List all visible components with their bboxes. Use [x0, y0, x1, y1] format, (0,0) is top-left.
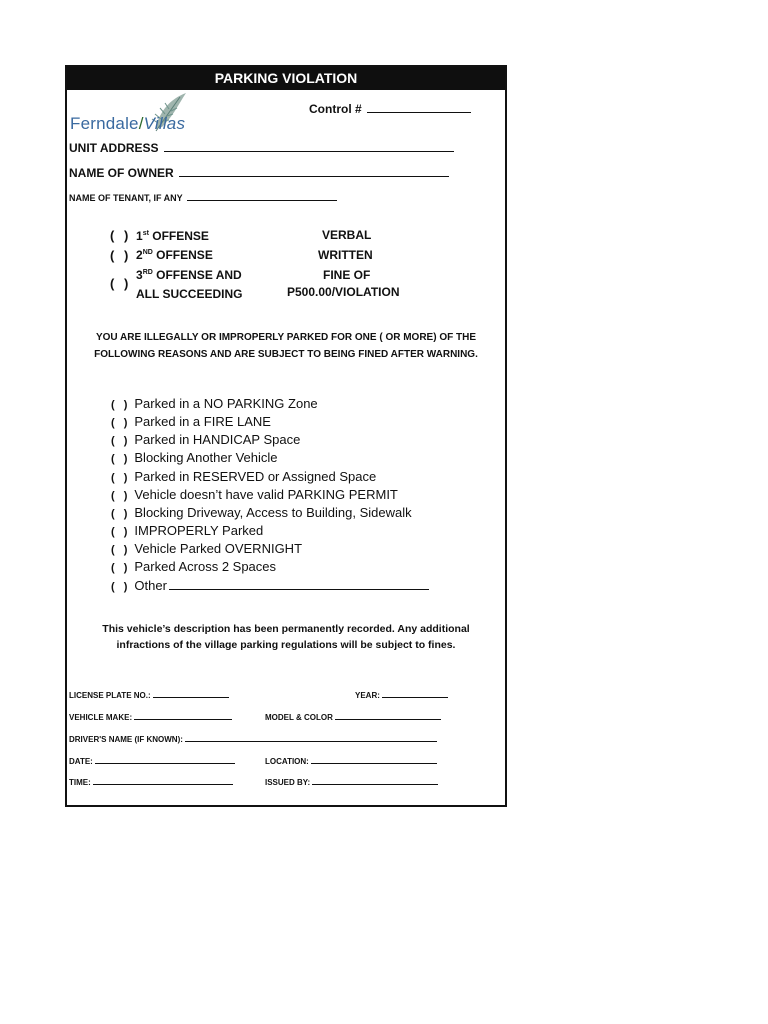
checkbox[interactable]: ( ) [111, 526, 131, 538]
offense-2-label: 2ND OFFENSE [136, 248, 213, 262]
notice-line-1: YOU ARE ILLEGALLY OR IMPROPERLY PARKED FOR ONE ( OR MORE) OF THE [95, 332, 477, 343]
checkbox[interactable]: ( ) [111, 508, 131, 520]
offense-3-label-line2: ALL SUCCEEDING [136, 287, 243, 301]
checkbox[interactable]: ( ) [111, 581, 131, 593]
reason-other[interactable]: ( ) Other [111, 578, 429, 593]
reason-fire-lane[interactable]: ( ) Parked in a FIRE LANE [111, 414, 271, 429]
owner-name-label: NAME OF OWNER [69, 166, 174, 180]
checkbox[interactable]: ( ) [111, 490, 131, 502]
unit-address-label: UNIT ADDRESS [69, 141, 159, 155]
record-note-line-1: This vehicle’s description has been permanently recorded. Any additional [102, 623, 470, 635]
reason-no-permit[interactable]: ( ) Vehicle doesn’t have valid PARKING PERMIT [111, 487, 398, 502]
checkbox[interactable]: ( ) [111, 399, 131, 411]
logo-text-villas: Villas [143, 114, 186, 133]
reason-improperly-parked[interactable]: ( ) IMPROPERLY Parked [111, 523, 264, 538]
record-note-line-2: infractions of the village parking regulations will be subject to fines. [116, 639, 456, 651]
checkbox[interactable]: ( ) [111, 544, 131, 556]
unit-address-field[interactable] [69, 141, 454, 155]
checkbox[interactable]: ( ) [111, 453, 131, 465]
reason-handicap-space[interactable]: ( ) Parked in HANDICAP Space [111, 432, 301, 447]
offense-1-penalty: VERBAL [322, 228, 372, 242]
offense-3-checkbox[interactable]: ( ) [110, 276, 132, 291]
control-number-field[interactable] [309, 102, 471, 116]
tenant-name-label: NAME OF TENANT, IF ANY [69, 193, 183, 203]
model-color-field[interactable]: MODEL & COLOR [265, 713, 441, 722]
date-field[interactable]: DATE: [69, 757, 235, 766]
form-title: PARKING VIOLATION [67, 67, 505, 90]
vehicle-make-field[interactable]: VEHICLE MAKE: [69, 713, 232, 722]
reason-two-spaces[interactable]: ( ) Parked Across 2 Spaces [111, 559, 277, 574]
reason-no-parking-zone[interactable]: ( ) Parked in a NO PARKING Zone [111, 396, 318, 411]
offense-2-penalty: WRITTEN [318, 248, 373, 262]
ferndale-villas-logo: Ferndale/Villas [70, 91, 205, 137]
reason-reserved-space[interactable]: ( ) Parked in RESERVED or Assigned Space [111, 469, 377, 484]
parking-violation-form [65, 65, 507, 807]
offense-3-label: 3RD OFFENSE AND [136, 268, 242, 282]
notice-line-2: FOLLOWING REASONS AND ARE SUBJECT TO BEING FINED AFTER WARNING. [94, 349, 478, 360]
owner-name-field[interactable] [69, 166, 449, 180]
offense-2-checkbox[interactable]: ( ) [110, 248, 132, 263]
checkbox[interactable]: ( ) [111, 435, 131, 447]
issued-by-field[interactable]: ISSUED BY: [265, 778, 438, 787]
checkbox[interactable]: ( ) [111, 472, 131, 484]
offense-1-checkbox[interactable]: ( ) [110, 228, 132, 243]
reason-overnight[interactable]: ( ) Vehicle Parked OVERNIGHT [111, 541, 303, 556]
control-number-label: Control # [309, 102, 362, 116]
time-field[interactable]: TIME: [69, 778, 233, 787]
driver-name-field[interactable]: DRIVER'S NAME (IF KNOWN): [69, 735, 437, 744]
license-plate-field[interactable]: LICENSE PLATE NO.: [69, 691, 229, 700]
reason-blocking-vehicle[interactable]: ( ) Blocking Another Vehicle [111, 450, 278, 465]
reason-blocking-driveway[interactable]: ( ) Blocking Driveway, Access to Building, Sidewalk [111, 505, 412, 520]
other-reason-input[interactable] [169, 579, 429, 590]
year-field[interactable]: YEAR: [355, 691, 448, 700]
offense-1-label: 1st OFFENSE [136, 229, 209, 243]
tenant-name-field[interactable] [69, 193, 337, 203]
logo-text-ferndale: Ferndale [70, 114, 139, 133]
checkbox[interactable]: ( ) [111, 562, 131, 574]
offense-3-penalty: FINE OF [323, 268, 371, 282]
checkbox[interactable]: ( ) [111, 417, 131, 429]
location-field[interactable]: LOCATION: [265, 757, 437, 766]
offense-3-penalty-line2: P500.00/VIOLATION [287, 285, 400, 299]
